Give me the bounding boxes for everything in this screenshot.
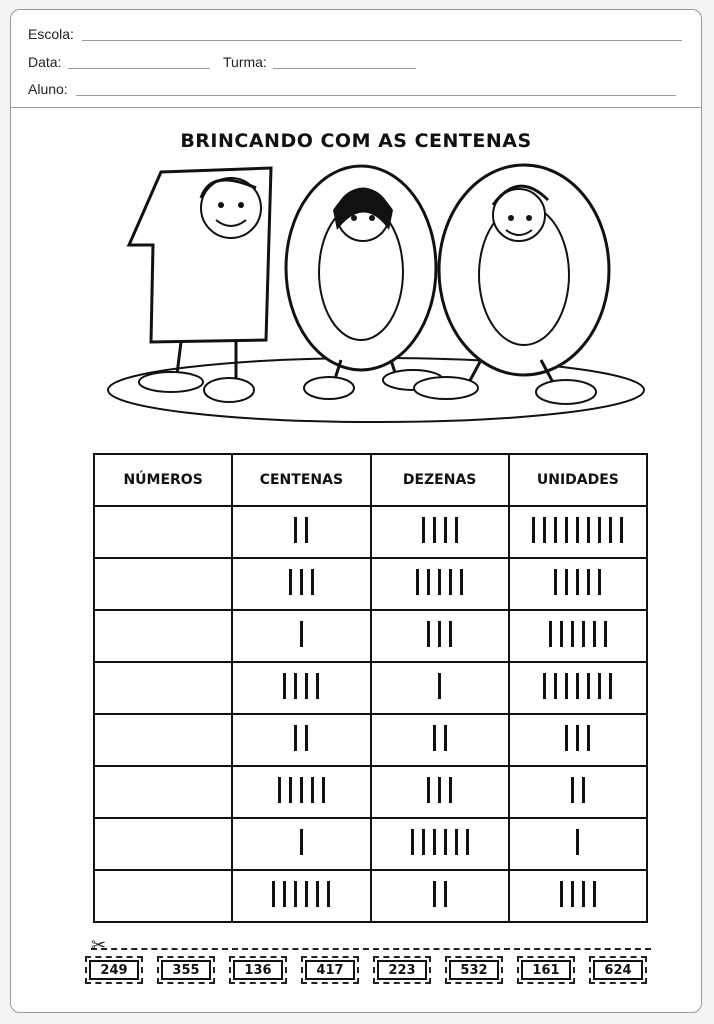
tally-mark (565, 673, 568, 699)
tally-mark (576, 673, 579, 699)
tally-mark (565, 725, 568, 751)
answer-cell[interactable] (94, 506, 232, 558)
tally-mark (305, 725, 308, 751)
centenas-tally (272, 881, 330, 907)
table-header-row (94, 454, 647, 506)
tally-mark (316, 881, 319, 907)
escola-label: Escola: (28, 26, 74, 42)
tally-mark (587, 725, 590, 751)
tally-mark (444, 725, 447, 751)
centenas-tally (300, 829, 303, 855)
tally-mark (311, 777, 314, 803)
tally-mark (438, 777, 441, 803)
tally-mark (455, 829, 458, 855)
tally-mark (449, 777, 452, 803)
tally-mark (449, 621, 452, 647)
tally-mark (327, 881, 330, 907)
dezenas-tally (438, 673, 441, 699)
dezenas-tally (427, 621, 452, 647)
tally-mark (582, 881, 585, 907)
centenas-tally (300, 621, 303, 647)
tally-mark (438, 569, 441, 595)
tally-mark (582, 777, 585, 803)
dezenas-tally-cell (371, 818, 509, 870)
worksheet-title: BRINCANDO COM AS CENTENAS (180, 130, 532, 152)
tally-mark (316, 673, 319, 699)
dezenas-tally-cell (371, 870, 509, 922)
tally-mark (305, 517, 308, 543)
tally-mark (598, 673, 601, 699)
table-row (94, 818, 647, 870)
tally-mark (427, 621, 430, 647)
unidades-tally (576, 829, 579, 855)
unidades-tally (532, 517, 623, 543)
tally-mark (576, 569, 579, 595)
unidades-tally-cell (509, 714, 647, 766)
tally-mark (571, 777, 574, 803)
unidades-tally-cell (509, 818, 647, 870)
table-row (94, 558, 647, 610)
aluno-label: Aluno: (28, 81, 68, 97)
centenas-tally-cell (232, 818, 370, 870)
number-card-label: 355 (161, 960, 211, 980)
tally-mark (543, 673, 546, 699)
unidades-tally (560, 881, 596, 907)
tally-mark (433, 829, 436, 855)
tally-mark (427, 569, 430, 595)
tally-mark (593, 621, 596, 647)
unidades-tally (571, 777, 585, 803)
unidades-tally (565, 725, 590, 751)
table-row (94, 870, 647, 922)
tally-mark (444, 881, 447, 907)
tally-mark (554, 569, 557, 595)
tally-mark (604, 621, 607, 647)
escola-field[interactable] (82, 40, 682, 41)
tally-mark (294, 517, 297, 543)
centenas-tally (278, 777, 325, 803)
centenas-tally (294, 725, 308, 751)
tally-mark (300, 829, 303, 855)
tally-mark (560, 621, 563, 647)
number-card[interactable] (301, 956, 359, 984)
number-card[interactable] (373, 956, 431, 984)
table-row (94, 506, 647, 558)
turma-field[interactable] (273, 68, 416, 69)
centenas-tally-cell (232, 870, 370, 922)
col-unidades: UNIDADES (509, 454, 647, 506)
answer-cell[interactable] (94, 766, 232, 818)
answer-cell[interactable] (94, 818, 232, 870)
cut-line (91, 948, 651, 950)
tally-mark (300, 621, 303, 647)
tally-mark (449, 569, 452, 595)
answer-cell[interactable] (94, 714, 232, 766)
tally-mark (455, 517, 458, 543)
dezenas-tally-cell (371, 610, 509, 662)
data-field[interactable] (68, 68, 210, 69)
dezenas-tally-cell (371, 506, 509, 558)
tally-mark (609, 673, 612, 699)
tally-mark (305, 881, 308, 907)
tally-mark (294, 673, 297, 699)
tally-mark (571, 881, 574, 907)
number-card-label: 417 (305, 960, 355, 980)
tally-mark (532, 517, 535, 543)
number-card[interactable] (517, 956, 575, 984)
tally-mark (438, 673, 441, 699)
dezenas-tally-cell (371, 662, 509, 714)
number-card-label: 161 (521, 960, 571, 980)
tally-mark (294, 725, 297, 751)
tally-mark (278, 777, 281, 803)
tally-mark (294, 881, 297, 907)
unidades-tally-cell (509, 610, 647, 662)
tally-mark (620, 517, 623, 543)
unidades-tally-cell (509, 558, 647, 610)
unidades-tally (543, 673, 612, 699)
number-card[interactable] (157, 956, 215, 984)
tally-mark (565, 569, 568, 595)
unidades-tally-cell (509, 506, 647, 558)
number-card-label: 624 (593, 960, 643, 980)
tally-mark (582, 621, 585, 647)
answer-cell[interactable] (94, 610, 232, 662)
tally-mark (444, 517, 447, 543)
dezenas-tally (433, 725, 447, 751)
tally-mark (416, 569, 419, 595)
data-turma-line (28, 54, 688, 70)
tally-mark (554, 673, 557, 699)
tally-mark (598, 517, 601, 543)
tally-mark (289, 777, 292, 803)
tally-mark (543, 517, 546, 543)
table-row (94, 662, 647, 714)
table-row (94, 610, 647, 662)
dezenas-tally (427, 777, 452, 803)
unidades-tally (554, 569, 601, 595)
tally-mark (411, 829, 414, 855)
data-label: Data: (28, 54, 62, 70)
col-centenas: CENTENAS (232, 454, 370, 506)
tally-mark (560, 881, 563, 907)
centenas-tally-cell (232, 610, 370, 662)
centenas-tally-cell (232, 506, 370, 558)
unidades-tally-cell (509, 870, 647, 922)
centenas-tally (294, 517, 308, 543)
tally-mark (433, 881, 436, 907)
tally-mark (549, 621, 552, 647)
dezenas-tally (422, 517, 458, 543)
centenas-tally (289, 569, 314, 595)
dezenas-tally-cell (371, 714, 509, 766)
col-numeros: NÚMEROS (94, 454, 232, 506)
tally-mark (433, 517, 436, 543)
tally-mark (283, 673, 286, 699)
tally-mark (422, 829, 425, 855)
tally-mark (587, 517, 590, 543)
tally-mark (272, 881, 275, 907)
centenas-tally-cell (232, 662, 370, 714)
centenas-tally-cell (232, 714, 370, 766)
number-card-label: 249 (89, 960, 139, 980)
tally-mark (576, 725, 579, 751)
dezenas-tally-cell (371, 766, 509, 818)
tally-mark (609, 517, 612, 543)
tally-mark (565, 517, 568, 543)
tally-mark (576, 829, 579, 855)
tally-mark (444, 829, 447, 855)
number-card[interactable] (85, 956, 143, 984)
tally-mark (427, 777, 430, 803)
tally-mark (554, 517, 557, 543)
worksheet (10, 9, 702, 1013)
centenas-tally (283, 673, 319, 699)
col-dezenas: DEZENAS (371, 454, 509, 506)
centenas-tally-cell (232, 766, 370, 818)
tally-mark (300, 777, 303, 803)
header-form (11, 10, 701, 108)
table-row (94, 766, 647, 818)
tally-mark (460, 569, 463, 595)
dezenas-tally (433, 881, 447, 907)
number-card[interactable] (229, 956, 287, 984)
tally-mark (289, 569, 292, 595)
number-cards (85, 956, 651, 988)
tally-mark (438, 621, 441, 647)
tally-mark (422, 517, 425, 543)
tally-mark (587, 673, 590, 699)
number-card[interactable] (445, 956, 503, 984)
unidades-tally-cell (509, 662, 647, 714)
tally-mark (587, 569, 590, 595)
tally-mark (571, 621, 574, 647)
tally-mark (433, 725, 436, 751)
tally-mark (322, 777, 325, 803)
centenas-tally-cell (232, 558, 370, 610)
dezenas-tally (416, 569, 463, 595)
tally-mark (466, 829, 469, 855)
dezenas-tally (411, 829, 469, 855)
number-card-label: 136 (233, 960, 283, 980)
answer-cell[interactable] (94, 870, 232, 922)
tally-mark (311, 569, 314, 595)
table-row (94, 714, 647, 766)
place-value-table (93, 453, 648, 923)
aluno-line (28, 81, 688, 97)
escola-line (28, 26, 688, 42)
tally-mark (576, 517, 579, 543)
dezenas-tally-cell (371, 558, 509, 610)
unidades-tally (549, 621, 607, 647)
tally-mark (598, 569, 601, 595)
answer-cell[interactable] (94, 558, 232, 610)
number-card[interactable] (589, 956, 647, 984)
tally-mark (593, 881, 596, 907)
number-card-label: 532 (449, 960, 499, 980)
scissors-icon: ✂ (91, 935, 107, 955)
kids-100-illustration (101, 160, 651, 425)
aluno-field[interactable] (76, 95, 676, 96)
tally-mark (305, 673, 308, 699)
tally-mark (300, 569, 303, 595)
tally-mark (283, 881, 286, 907)
number-card-label: 223 (377, 960, 427, 980)
answer-cell[interactable] (94, 662, 232, 714)
unidades-tally-cell (509, 766, 647, 818)
turma-label: Turma: (223, 54, 267, 70)
